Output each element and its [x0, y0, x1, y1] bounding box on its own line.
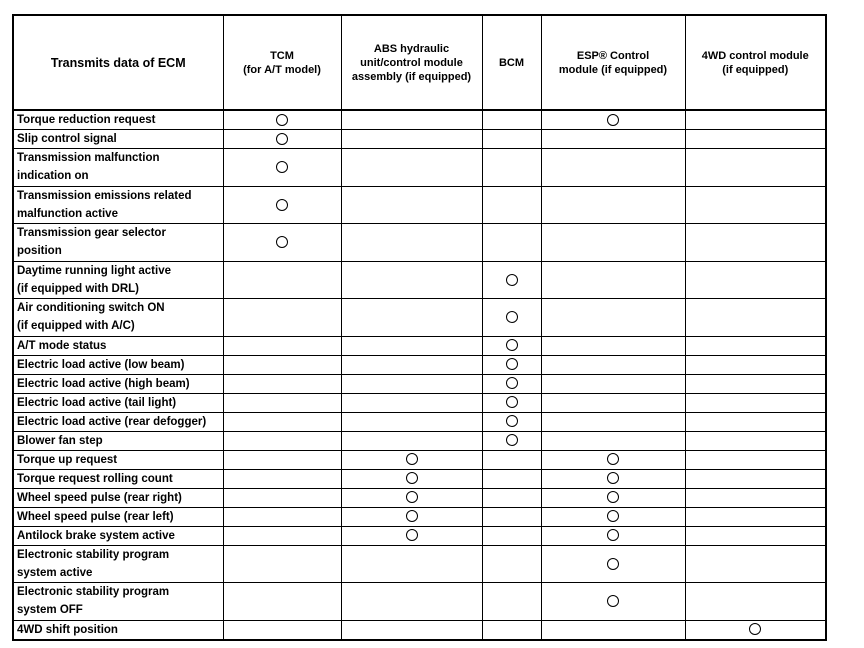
- cell-tcm: [223, 110, 341, 130]
- cell-abs: [341, 299, 482, 337]
- circle-mark-icon: [749, 623, 761, 635]
- header-abs-module: ABS hydraulic unit/control module assembly (if equipped): [341, 15, 482, 110]
- cell-tcm: [223, 393, 341, 412]
- cell-bcm: [482, 545, 541, 583]
- header-transmits-data-of-ecm: Transmits data of ECM: [13, 15, 223, 110]
- cell-awd: [685, 431, 826, 450]
- table-row: [13, 469, 826, 488]
- cell-abs: [341, 224, 482, 262]
- circle-mark-icon: [506, 358, 518, 370]
- circle-mark-icon: [607, 595, 619, 607]
- circle-mark-icon: [607, 510, 619, 522]
- cell-tcm: [223, 261, 341, 299]
- circle-mark-icon: [406, 491, 418, 503]
- table-row: [13, 545, 826, 583]
- cell-awd: [685, 130, 826, 149]
- cell-esp: [541, 186, 685, 224]
- row-label: Electric load active (low beam): [13, 355, 223, 374]
- cell-abs: [341, 374, 482, 393]
- cell-esp: [541, 488, 685, 507]
- cell-abs: [341, 545, 482, 583]
- cell-esp: [541, 431, 685, 450]
- row-label: Electronic stability program system OFF: [13, 583, 223, 621]
- cell-abs: [341, 261, 482, 299]
- table-row: [13, 149, 826, 187]
- cell-esp: [541, 130, 685, 149]
- cell-bcm: [482, 355, 541, 374]
- cell-abs: [341, 583, 482, 621]
- cell-awd: [685, 620, 826, 640]
- cell-esp: [541, 149, 685, 187]
- row-label: Electric load active (high beam): [13, 374, 223, 393]
- table-row: [13, 431, 826, 450]
- cell-esp: [541, 526, 685, 545]
- header-bcm: BCM: [482, 15, 541, 110]
- table-row: [13, 110, 826, 130]
- cell-bcm: [482, 620, 541, 640]
- cell-bcm: [482, 431, 541, 450]
- cell-bcm: [482, 450, 541, 469]
- cell-bcm: [482, 412, 541, 431]
- row-label: Torque up request: [13, 450, 223, 469]
- cell-tcm: [223, 583, 341, 621]
- circle-mark-icon: [406, 510, 418, 522]
- row-label: 4WD shift position: [13, 620, 223, 640]
- cell-awd: [685, 450, 826, 469]
- cell-tcm: [223, 469, 341, 488]
- cell-abs: [341, 186, 482, 224]
- cell-abs: [341, 507, 482, 526]
- cell-abs: [341, 110, 482, 130]
- cell-tcm: [223, 186, 341, 224]
- cell-abs: [341, 336, 482, 355]
- cell-esp: [541, 620, 685, 640]
- cell-esp: [541, 110, 685, 130]
- row-label: Transmission emissions related malfunction active: [13, 186, 223, 224]
- cell-abs: [341, 488, 482, 507]
- header-4wd-module: 4WD control module (if equipped): [685, 15, 826, 110]
- cell-bcm: [482, 149, 541, 187]
- table-row: [13, 393, 826, 412]
- row-label: Transmission malfunction indication on: [13, 149, 223, 187]
- cell-esp: [541, 261, 685, 299]
- cell-abs: [341, 526, 482, 545]
- cell-tcm: [223, 620, 341, 640]
- ecm-transmit-data-table: [12, 14, 827, 641]
- cell-esp: [541, 583, 685, 621]
- circle-mark-icon: [506, 396, 518, 408]
- circle-mark-icon: [506, 377, 518, 389]
- cell-abs: [341, 450, 482, 469]
- cell-awd: [685, 469, 826, 488]
- cell-awd: [685, 299, 826, 337]
- cell-bcm: [482, 488, 541, 507]
- table-row: [13, 450, 826, 469]
- cell-tcm: [223, 412, 341, 431]
- cell-esp: [541, 469, 685, 488]
- cell-abs: [341, 469, 482, 488]
- cell-esp: [541, 355, 685, 374]
- cell-bcm: [482, 186, 541, 224]
- cell-tcm: [223, 355, 341, 374]
- circle-mark-icon: [276, 199, 288, 211]
- cell-esp: [541, 412, 685, 431]
- row-label: Wheel speed pulse (rear right): [13, 488, 223, 507]
- table-row: [13, 488, 826, 507]
- cell-awd: [685, 545, 826, 583]
- row-label: Daytime running light active (if equipped with DRL): [13, 261, 223, 299]
- cell-awd: [685, 526, 826, 545]
- circle-mark-icon: [506, 311, 518, 323]
- cell-bcm: [482, 130, 541, 149]
- circle-mark-icon: [506, 274, 518, 286]
- cell-awd: [685, 186, 826, 224]
- table-row: [13, 186, 826, 224]
- row-label: Torque reduction request: [13, 110, 223, 130]
- cell-esp: [541, 374, 685, 393]
- cell-esp: [541, 450, 685, 469]
- header-esp-module: ESP® Control module (if equipped): [541, 15, 685, 110]
- circle-mark-icon: [607, 472, 619, 484]
- row-label: Electric load active (tail light): [13, 393, 223, 412]
- circle-mark-icon: [607, 558, 619, 570]
- row-label: Antilock brake system active: [13, 526, 223, 545]
- cell-abs: [341, 149, 482, 187]
- cell-tcm: [223, 299, 341, 337]
- cell-awd: [685, 583, 826, 621]
- cell-tcm: [223, 224, 341, 262]
- table-row: [13, 130, 826, 149]
- cell-esp: [541, 545, 685, 583]
- table-row: [13, 374, 826, 393]
- cell-awd: [685, 224, 826, 262]
- cell-tcm: [223, 130, 341, 149]
- cell-abs: [341, 620, 482, 640]
- circle-mark-icon: [506, 415, 518, 427]
- cell-awd: [685, 336, 826, 355]
- circle-mark-icon: [406, 472, 418, 484]
- table-row: [13, 224, 826, 262]
- cell-esp: [541, 336, 685, 355]
- row-label: Electric load active (rear defogger): [13, 412, 223, 431]
- circle-mark-icon: [607, 114, 619, 126]
- cell-abs: [341, 412, 482, 431]
- cell-bcm: [482, 336, 541, 355]
- cell-tcm: [223, 526, 341, 545]
- table-row: [13, 299, 826, 337]
- cell-awd: [685, 393, 826, 412]
- cell-bcm: [482, 526, 541, 545]
- circle-mark-icon: [506, 339, 518, 351]
- cell-bcm: [482, 583, 541, 621]
- cell-abs: [341, 355, 482, 374]
- cell-bcm: [482, 393, 541, 412]
- table-row: [13, 261, 826, 299]
- cell-abs: [341, 393, 482, 412]
- circle-mark-icon: [607, 491, 619, 503]
- circle-mark-icon: [607, 453, 619, 465]
- table-body: [13, 110, 826, 640]
- row-label: Slip control signal: [13, 130, 223, 149]
- table-row: [13, 412, 826, 431]
- circle-mark-icon: [406, 529, 418, 541]
- cell-tcm: [223, 149, 341, 187]
- cell-esp: [541, 299, 685, 337]
- row-label: Torque request rolling count: [13, 469, 223, 488]
- cell-awd: [685, 149, 826, 187]
- row-label: Electronic stability program system active: [13, 545, 223, 583]
- circle-mark-icon: [276, 236, 288, 248]
- table-row: [13, 526, 826, 545]
- row-label: Wheel speed pulse (rear left): [13, 507, 223, 526]
- circle-mark-icon: [276, 114, 288, 126]
- cell-tcm: [223, 336, 341, 355]
- cell-awd: [685, 110, 826, 130]
- cell-esp: [541, 507, 685, 526]
- row-label: A/T mode status: [13, 336, 223, 355]
- row-label: Blower fan step: [13, 431, 223, 450]
- circle-mark-icon: [276, 133, 288, 145]
- table-row: [13, 507, 826, 526]
- cell-bcm: [482, 110, 541, 130]
- cell-bcm: [482, 507, 541, 526]
- row-label: Air conditioning switch ON (if equipped with A/C): [13, 299, 223, 337]
- cell-awd: [685, 507, 826, 526]
- cell-tcm: [223, 507, 341, 526]
- cell-tcm: [223, 545, 341, 583]
- cell-abs: [341, 130, 482, 149]
- cell-esp: [541, 393, 685, 412]
- cell-tcm: [223, 431, 341, 450]
- cell-awd: [685, 488, 826, 507]
- circle-mark-icon: [276, 161, 288, 173]
- cell-abs: [341, 431, 482, 450]
- cell-bcm: [482, 224, 541, 262]
- cell-bcm: [482, 261, 541, 299]
- table-row: [13, 336, 826, 355]
- cell-awd: [685, 261, 826, 299]
- circle-mark-icon: [506, 434, 518, 446]
- table-row: [13, 620, 826, 640]
- circle-mark-icon: [406, 453, 418, 465]
- cell-awd: [685, 412, 826, 431]
- cell-tcm: [223, 488, 341, 507]
- row-label: Transmission gear selector position: [13, 224, 223, 262]
- cell-tcm: [223, 450, 341, 469]
- table-row: [13, 583, 826, 621]
- cell-awd: [685, 355, 826, 374]
- cell-esp: [541, 224, 685, 262]
- cell-bcm: [482, 299, 541, 337]
- header-tcm: TCM (for A/T model): [223, 15, 341, 110]
- cell-bcm: [482, 469, 541, 488]
- cell-awd: [685, 374, 826, 393]
- table-row: [13, 355, 826, 374]
- circle-mark-icon: [607, 529, 619, 541]
- header-row: [13, 15, 826, 110]
- cell-bcm: [482, 374, 541, 393]
- cell-tcm: [223, 374, 341, 393]
